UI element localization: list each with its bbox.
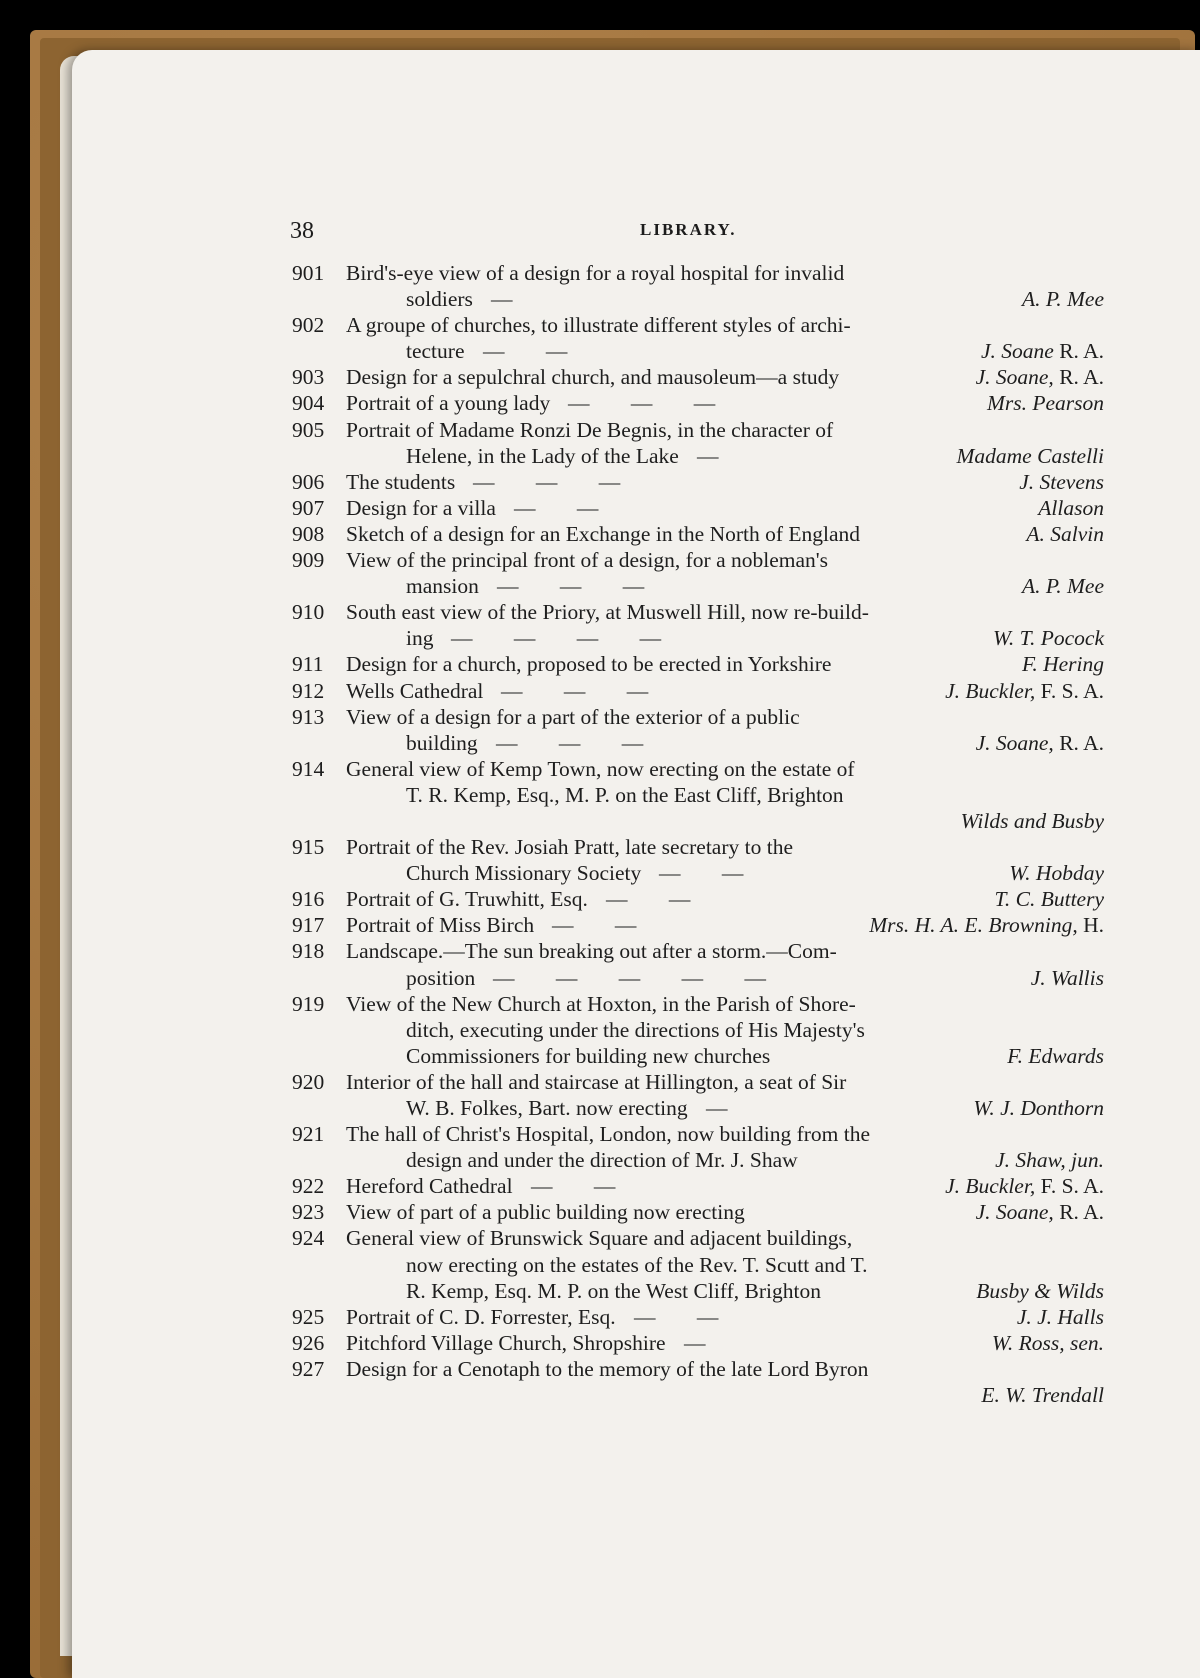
catalogue-entry (292, 521, 1104, 547)
catalogue-entry (292, 495, 1104, 521)
entry-line (292, 808, 1104, 834)
leader-dashes: — — — (473, 469, 621, 494)
artist-name: J. J. Halls (1016, 1304, 1104, 1329)
artist-honours: R. A. (1053, 1200, 1104, 1225)
entry-artist (1017, 1304, 1104, 1330)
entry-artist (1031, 965, 1104, 991)
catalogue-entry (292, 1173, 1104, 1199)
entry-line (292, 938, 1104, 964)
artist-name: J. Stevens (1019, 469, 1104, 494)
entry-title: design and under the direction of Mr. J. Shaw (406, 1148, 798, 1173)
entry-line (292, 730, 1104, 756)
entry-number: 924 (292, 1226, 325, 1251)
entry-line (292, 834, 1104, 860)
entry-number: 912 (292, 678, 325, 703)
artist-honours: H. (1077, 913, 1104, 938)
entry-title: Portrait of a young lady (346, 391, 551, 416)
catalogue-entry (292, 417, 1104, 469)
entry-artist (945, 678, 1104, 704)
catalogue-entry (292, 599, 1104, 651)
entry-title: Interior of the hall and staircase at Hillington, a seat of Sir (346, 1069, 847, 1094)
entry-artist (987, 390, 1104, 416)
catalogue-entry (292, 886, 1104, 912)
artist-honours: R. A. (1053, 365, 1104, 390)
entry-line (292, 1095, 1104, 1121)
entry-title: View of the principal front of a design, for a nobleman's (346, 548, 829, 573)
entry-artist (973, 1095, 1104, 1121)
entry-title: View of a design for a part of the exterior of a public (346, 704, 800, 729)
entry-title: The hall of Christ's Hospital, London, now building from the (346, 1122, 870, 1147)
entry-line (292, 599, 1104, 625)
entry-line (292, 547, 1104, 573)
artist-name: J. Soane, (975, 730, 1054, 755)
entry-line (292, 1043, 1104, 1069)
leader-dashes: — — (634, 1304, 719, 1329)
artist-name: Busby & Wilds (976, 1278, 1104, 1303)
catalogue-entry (292, 651, 1104, 677)
entry-artist (1019, 469, 1104, 495)
artist-name: W. J. Donthorn (973, 1096, 1104, 1120)
entry-number: 907 (292, 495, 325, 520)
entry-title: Church Missionary Society (406, 861, 642, 886)
leader-dashes: — — — (497, 574, 645, 599)
entry-number: 910 (292, 600, 325, 625)
running-head: LIBRARY. (640, 220, 737, 239)
catalogue-entry (292, 390, 1104, 416)
entry-title: soldiers (406, 287, 473, 312)
entry-number: 926 (292, 1330, 325, 1355)
entry-title: Portrait of G. Truwhitt, Esq. (346, 887, 588, 912)
entry-artist (1007, 1043, 1104, 1069)
catalogue-entry (292, 312, 1104, 364)
catalogue-entry (292, 1330, 1104, 1356)
entry-line (292, 338, 1104, 364)
entry-line (292, 1173, 1104, 1199)
entry-line (292, 704, 1104, 730)
leader-dashes: — (684, 1330, 706, 1355)
catalogue-entry (292, 938, 1104, 990)
catalogue-entry (292, 1356, 1104, 1408)
entry-number: 902 (292, 313, 325, 338)
entry-artist (1026, 521, 1104, 547)
artist-name: A. Salvin (1026, 521, 1104, 546)
entry-artist (992, 1330, 1104, 1356)
entry-number: 927 (292, 1356, 325, 1381)
entry-artist (869, 912, 1104, 938)
entry-title: Design for a church, proposed to be erected in Yorkshire (346, 652, 832, 677)
entry-title: now erecting on the estates of the Rev. T. Scutt and T. (406, 1252, 868, 1277)
entry-title: South east view of the Priory, at Muswell Hill, now re-build- (346, 600, 869, 625)
entry-line (292, 417, 1104, 443)
catalogue-entries (292, 260, 1104, 1408)
catalogue-entry (292, 1069, 1104, 1121)
entry-number: 916 (292, 887, 325, 912)
entry-title: Hereford Cathedral (346, 1174, 513, 1199)
entry-artist (976, 1278, 1104, 1304)
leader-dashes: — — — — — (493, 965, 766, 990)
entry-line (292, 364, 1104, 390)
entry-number: 920 (292, 1069, 325, 1094)
catalogue-entry (292, 1225, 1104, 1303)
artist-name: Mrs. H. A. E. Browning, (869, 913, 1078, 938)
entry-title: Design for a Cenotaph to the memory of the late Lord Byron (346, 1356, 869, 1381)
leader-dashes: — — — (568, 391, 716, 416)
entry-title: Bird's-eye view of a design for a royal hospital for invalid (346, 261, 845, 285)
entry-artist (976, 364, 1104, 390)
entry-line (292, 495, 1104, 521)
artist-honours: F. S. A. (1035, 1174, 1104, 1199)
entry-number: 909 (292, 548, 325, 573)
entry-title: ditch, executing under the directions of His Majesty's (406, 1017, 865, 1042)
entry-number: 925 (292, 1304, 325, 1329)
entry-artist (995, 1147, 1104, 1173)
entry-line (292, 521, 1104, 547)
artist-name: J. Buckler, (945, 1174, 1036, 1199)
entry-title: T. R. Kemp, Esq., M. P. on the East Cliff, Brighton (406, 782, 844, 807)
entry-number: 915 (292, 835, 325, 860)
entry-artist (981, 338, 1104, 364)
entry-title: R. Kemp, Esq. M. P. on the West Cliff, Brighton (406, 1278, 821, 1303)
entry-number: 903 (292, 365, 325, 390)
entry-line (292, 912, 1104, 938)
entry-number: 922 (292, 1174, 325, 1199)
entry-title: Pitchford Village Church, Shropshire (346, 1330, 666, 1355)
entry-title: position (406, 965, 476, 990)
catalogue-entry (292, 912, 1104, 938)
entry-artist (993, 625, 1104, 651)
entry-number: 913 (292, 704, 325, 729)
entry-number: 918 (292, 939, 325, 964)
catalogue-entry (292, 260, 1104, 312)
entry-title: tecture (406, 339, 465, 364)
leader-dashes: — — (531, 1174, 616, 1199)
entry-number: 914 (292, 756, 325, 781)
artist-name: W. Ross, sen. (991, 1330, 1104, 1355)
catalogue-entry (292, 1304, 1104, 1330)
page-number: 38 (290, 218, 314, 244)
artist-honours: F. S. A. (1035, 678, 1104, 703)
artist-name: Madame Castelli (956, 443, 1104, 468)
leader-dashes: — — (514, 495, 599, 520)
catalogue-entry (292, 678, 1104, 704)
entry-line (292, 573, 1104, 599)
artist-name: J. Shaw, jun. (995, 1148, 1104, 1173)
entry-number: 904 (292, 391, 325, 416)
entry-line (292, 1069, 1104, 1095)
entry-title: Commissioners for building new churches (406, 1043, 771, 1068)
catalogue-entry (292, 364, 1104, 390)
catalogue-entry (292, 834, 1104, 886)
catalogue-entry (292, 469, 1104, 495)
catalogue-entry (292, 1121, 1104, 1173)
artist-name: W. Hobday (1009, 861, 1104, 886)
entry-line (292, 1147, 1104, 1173)
catalogue-entry (292, 704, 1104, 756)
artist-name: J. Wallis (1030, 965, 1104, 990)
leader-dashes: — — — (501, 678, 649, 703)
entry-artist (976, 730, 1104, 756)
leader-dashes: — — — (496, 730, 644, 755)
entry-artist (1022, 573, 1104, 599)
artist-name: J. Soane, (975, 1200, 1054, 1225)
entry-title: Portrait of the Rev. Josiah Pratt, late secretary to the (346, 835, 793, 860)
artist-name: A. P. Mee (1022, 574, 1104, 599)
artist-name: J. Soane, (975, 365, 1054, 390)
entry-artist (957, 443, 1105, 469)
artist-honours: R. A. (1053, 730, 1104, 755)
artist-name: W. T. Pocock (992, 626, 1104, 651)
entry-number: 917 (292, 913, 325, 938)
entry-title: Portrait of C. D. Forrester, Esq. (346, 1304, 616, 1329)
artist-name: T. C. Buttery (994, 887, 1104, 912)
entry-line (292, 1199, 1104, 1225)
catalogue-entry (292, 991, 1104, 1069)
entry-line (292, 1225, 1104, 1251)
leader-dashes: — — (483, 339, 568, 364)
entry-title: Portrait of Madame Ronzi De Begnis, in the character of (346, 417, 834, 442)
entry-line (292, 286, 1104, 312)
artist-name: J. Buckler, (945, 678, 1036, 703)
entry-line (292, 260, 1104, 286)
entry-line (292, 443, 1104, 469)
catalogue-entry (292, 547, 1104, 599)
entry-line (292, 678, 1104, 704)
entry-line (292, 1121, 1104, 1147)
entry-artist (945, 1173, 1104, 1199)
entry-line (292, 1017, 1104, 1043)
leader-dashes: — (697, 443, 719, 468)
artist-name: A. P. Mee (1022, 287, 1104, 312)
entry-line (292, 625, 1104, 651)
entry-title: Design for a villa (346, 495, 496, 520)
leader-dashes: — — (659, 861, 744, 886)
entry-line (292, 886, 1104, 912)
entry-number: 901 (292, 261, 325, 285)
entry-number: 906 (292, 469, 325, 494)
entry-number: 921 (292, 1122, 325, 1147)
entry-title: ing (406, 626, 434, 651)
leader-dashes: — — (606, 887, 691, 912)
entry-title: View of the New Church at Hoxton, in the Parish of Shore- (346, 991, 856, 1016)
entry-artist (1038, 495, 1104, 521)
entry-line (292, 782, 1104, 808)
entry-title: mansion (406, 574, 479, 599)
entry-title: A groupe of churches, to illustrate different styles of archi- (346, 313, 851, 338)
entry-title: Design for a sepulchral church, and mausoleum—a study (346, 365, 840, 390)
entry-line (292, 469, 1104, 495)
leader-dashes: — (706, 1096, 728, 1120)
entry-title: Portrait of Miss Birch (346, 913, 535, 938)
entry-line (292, 965, 1104, 991)
entry-line (292, 1382, 1104, 1408)
artist-name: Allason (1038, 495, 1104, 520)
entry-title: View of part of a public building now erecting (346, 1200, 745, 1225)
entry-artist (976, 1199, 1104, 1225)
entry-line (292, 1304, 1104, 1330)
artist-name: F. Edwards (1007, 1043, 1104, 1068)
entry-title: building (406, 730, 478, 755)
entry-line (292, 860, 1104, 886)
page-header (290, 218, 1100, 248)
entry-title: General view of Brunswick Square and adjacent buildings, (346, 1226, 853, 1251)
catalogue-entry (292, 756, 1104, 834)
entry-artist (1022, 286, 1104, 312)
entry-line (292, 1252, 1104, 1278)
entry-number: 911 (292, 652, 324, 677)
entry-number: 923 (292, 1200, 325, 1225)
entry-title: General view of Kemp Town, now erecting on the estate of (346, 756, 855, 781)
entry-artist: E. W. Trendall (981, 1383, 1104, 1408)
entry-line (292, 390, 1104, 416)
entry-artist (995, 886, 1104, 912)
leader-dashes: — (491, 287, 513, 312)
entry-line (292, 1356, 1104, 1382)
artist-honours: R. A. (1053, 339, 1104, 364)
entry-title: Sketch of a design for an Exchange in the North of England (346, 521, 861, 546)
entry-artist (1009, 860, 1104, 886)
entry-number: 919 (292, 991, 325, 1016)
entry-number: 905 (292, 417, 325, 442)
entry-number: 908 (292, 521, 325, 546)
entry-artist (1022, 651, 1104, 677)
entry-title: Wells Cathedral (346, 678, 484, 703)
entry-title: W. B. Folkes, Bart. now erecting (406, 1096, 688, 1120)
artist-name: Mrs. Pearson (986, 391, 1104, 416)
entry-line (292, 1330, 1104, 1356)
entry-line (292, 991, 1104, 1017)
leader-dashes: — — — — (451, 626, 662, 651)
leader-dashes: — — (552, 913, 637, 938)
entry-title: Helene, in the Lady of the Lake (406, 443, 679, 468)
entry-line (292, 651, 1104, 677)
artist-name: F. Hering (1021, 652, 1104, 677)
entry-title: The students (346, 469, 456, 494)
catalogue-entry (292, 1199, 1104, 1225)
entry-title: Landscape.—The sun breaking out after a storm.—Com- (346, 939, 837, 964)
artist-name: J. Soane (980, 339, 1054, 364)
entry-line (292, 756, 1104, 782)
entry-line (292, 312, 1104, 338)
entry-artist: Wilds and Busby (960, 808, 1104, 833)
entry-line (292, 1278, 1104, 1304)
